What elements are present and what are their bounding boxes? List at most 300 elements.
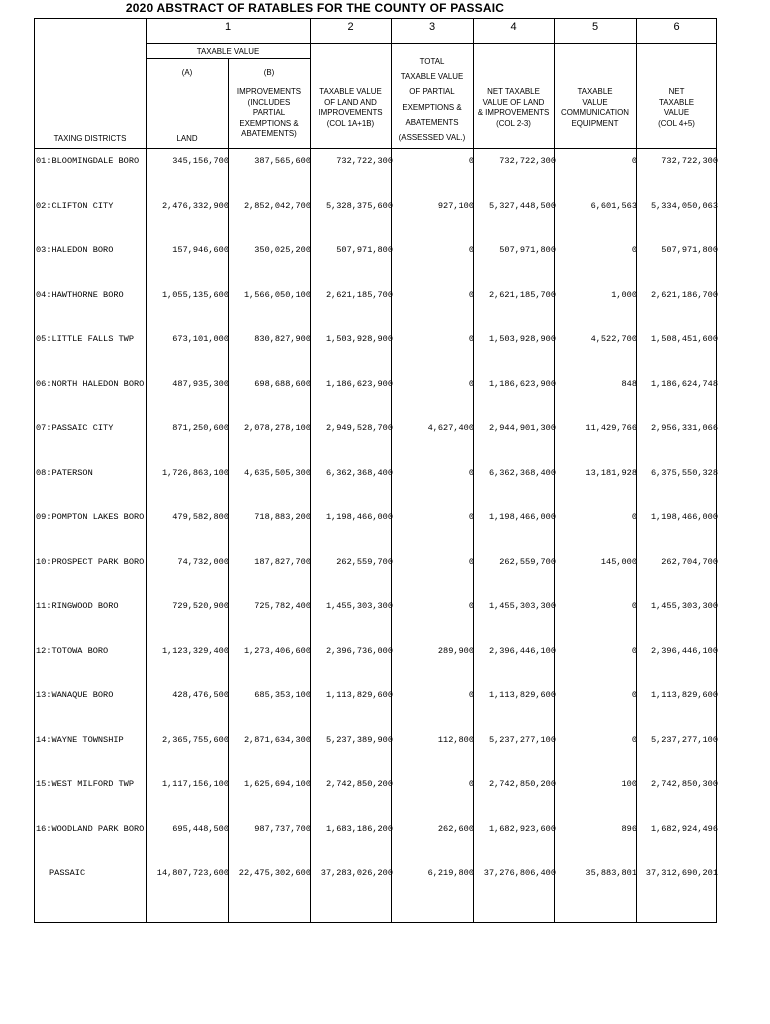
taxable-value-cell-text: 1,683,186,200 bbox=[325, 823, 393, 834]
net-taxable-cell-text: 262,559,700 bbox=[499, 556, 556, 567]
land-cell-text: 157,946,600 bbox=[172, 245, 229, 255]
net-total-cell-text: 1,508,451,600 bbox=[650, 334, 718, 344]
col3-header-line: TOTAL bbox=[419, 56, 445, 66]
net-total-cell-text: 6,375,550,328 bbox=[650, 467, 718, 478]
net-total-cell-text: 5,334,050,063 bbox=[650, 200, 718, 211]
net-total-cell-text: 732,722,300 bbox=[661, 156, 718, 166]
improvements-header bbox=[231, 86, 306, 139]
district-cell bbox=[35, 862, 146, 907]
communication-equipment-cell-text: 0 bbox=[631, 156, 637, 166]
net-taxable-cell-text: 1,186,623,900 bbox=[488, 378, 556, 389]
net-total-cell-text: 1,198,466,000 bbox=[650, 512, 718, 522]
taxable-value-cell bbox=[311, 551, 393, 596]
communication-equipment-cell-text: 13,181,928 bbox=[585, 467, 637, 478]
col-b-label: (B) bbox=[263, 67, 275, 77]
improvements-cell-text: 987,737,700 bbox=[254, 823, 311, 834]
communication-equipment-cell bbox=[556, 150, 637, 195]
taxable-value-cell bbox=[311, 373, 393, 418]
district-cell bbox=[35, 729, 146, 774]
improvements-cell bbox=[229, 150, 311, 195]
district-cell-text: 14:WAYNE TOWNSHIP bbox=[36, 734, 124, 745]
improvements-cell bbox=[229, 195, 311, 240]
net-total-cell-text: 1,682,924,496 bbox=[650, 823, 718, 834]
net-taxable-cell bbox=[474, 551, 556, 596]
land-cell-text: 345,156,700 bbox=[172, 156, 229, 166]
partial-exemptions-cell bbox=[393, 417, 474, 462]
land-cell bbox=[146, 640, 229, 685]
land-cell-text: 871,250,600 bbox=[172, 423, 229, 433]
colnum-underline bbox=[146, 43, 717, 44]
improvements-header-line: IMPROVEMENTS bbox=[236, 86, 302, 96]
net-taxable-cell bbox=[474, 328, 556, 373]
district-cell-text: 03:HALEDON BORO bbox=[36, 245, 114, 255]
net-taxable-cell-text: 1,455,303,300 bbox=[488, 601, 556, 611]
land-cell bbox=[146, 729, 229, 774]
col-a-label: (A) bbox=[181, 67, 193, 77]
table-row bbox=[35, 239, 718, 284]
communication-equipment-cell bbox=[556, 773, 637, 818]
district-cell bbox=[35, 506, 146, 551]
col2-header-line: IMPROVEMENTS bbox=[318, 107, 383, 118]
taxable-value-cell bbox=[311, 284, 393, 329]
improvements-cell-text: 350,025,200 bbox=[254, 245, 311, 255]
net-total-cell-text: 1,113,829,600 bbox=[650, 690, 718, 700]
net-taxable-cell-text: 37,276,806,400 bbox=[483, 868, 556, 878]
net-taxable-cell bbox=[474, 773, 556, 818]
land-cell bbox=[146, 417, 229, 462]
land-cell bbox=[146, 150, 229, 195]
col6-header bbox=[639, 86, 714, 128]
partial-exemptions-cell bbox=[393, 684, 474, 729]
partial-exemptions-cell-text: 0 bbox=[468, 289, 474, 300]
taxable-value-cell-text: 1,455,303,300 bbox=[325, 601, 393, 611]
taxable-value-cell-text: 6,362,368,400 bbox=[325, 467, 393, 478]
net-taxable-cell bbox=[474, 729, 556, 774]
col6-header-line: TAXABLE bbox=[658, 96, 695, 107]
col6-header-line: NET bbox=[668, 86, 685, 96]
land-cell-text: 14,807,723,600 bbox=[156, 868, 229, 878]
partial-exemptions-cell-text: 0 bbox=[468, 245, 474, 255]
col2-header-line: OF LAND AND bbox=[324, 96, 377, 107]
district-cell bbox=[35, 328, 146, 373]
net-total-cell-text: 2,621,186,700 bbox=[650, 289, 718, 300]
communication-equipment-cell-text: 145,000 bbox=[600, 556, 637, 567]
land-cell bbox=[146, 462, 229, 507]
communication-equipment-cell-text: 1,000 bbox=[611, 289, 637, 300]
partial-exemptions-cell bbox=[393, 462, 474, 507]
district-cell-text: 12:TOTOWA BORO bbox=[36, 645, 109, 656]
table-row bbox=[35, 373, 718, 418]
improvements-cell-text: 698,688,600 bbox=[254, 378, 311, 389]
improvements-cell bbox=[229, 417, 311, 462]
land-cell-text: 1,117,156,100 bbox=[161, 779, 229, 789]
partial-exemptions-cell-text: 0 bbox=[468, 779, 474, 789]
taxable-value-cell bbox=[311, 595, 393, 640]
net-total-cell bbox=[637, 506, 718, 551]
taxable-value-group-header: TAXABLE VALUE bbox=[196, 46, 260, 56]
land-cell-text: 487,935,300 bbox=[172, 378, 229, 389]
communication-equipment-cell bbox=[556, 373, 637, 418]
improvements-cell-text: 22,475,302,600 bbox=[238, 868, 311, 878]
net-total-cell bbox=[637, 595, 718, 640]
district-cell bbox=[35, 239, 146, 284]
land-cell-text: 74,732,000 bbox=[177, 556, 229, 567]
net-total-cell bbox=[637, 195, 718, 240]
net-total-cell bbox=[637, 818, 718, 863]
table-row bbox=[35, 506, 718, 551]
net-taxable-cell-text: 507,971,800 bbox=[499, 245, 556, 255]
land-cell-text: 1,726,863,100 bbox=[161, 467, 229, 478]
district-cell-text: 16:WOODLAND PARK BORO bbox=[36, 823, 145, 834]
table-body bbox=[35, 150, 718, 907]
land-cell-text: 673,101,000 bbox=[172, 334, 229, 344]
net-total-cell bbox=[637, 640, 718, 685]
net-taxable-cell bbox=[474, 506, 556, 551]
communication-equipment-cell-text: 35,883,801 bbox=[585, 868, 637, 878]
col5-header bbox=[557, 86, 632, 128]
taxable-value-cell bbox=[311, 818, 393, 863]
land-header: LAND bbox=[176, 133, 198, 143]
land-cell-text: 2,476,332,900 bbox=[161, 200, 229, 211]
col2-header-line: TAXABLE VALUE bbox=[319, 86, 382, 96]
improvements-cell-text: 1,273,406,600 bbox=[243, 645, 311, 656]
net-taxable-cell bbox=[474, 195, 556, 240]
district-cell bbox=[35, 150, 146, 195]
table-row bbox=[35, 328, 718, 373]
land-cell-text: 729,520,900 bbox=[172, 601, 229, 611]
col2-header bbox=[313, 86, 388, 128]
table-row bbox=[35, 284, 718, 329]
table-row bbox=[35, 417, 718, 462]
district-cell bbox=[35, 195, 146, 240]
improvements-header-line: ABATEMENTS) bbox=[241, 128, 297, 139]
net-total-cell-text: 1,186,624,748 bbox=[650, 378, 718, 389]
partial-exemptions-cell-text: 262,600 bbox=[437, 823, 474, 834]
taxable-value-cell bbox=[311, 239, 393, 284]
land-cell bbox=[146, 773, 229, 818]
communication-equipment-cell bbox=[556, 239, 637, 284]
land-cell-text: 428,476,500 bbox=[172, 690, 229, 700]
ratables-table bbox=[35, 150, 718, 907]
land-cell bbox=[146, 818, 229, 863]
net-total-cell-text: 2,396,446,100 bbox=[650, 645, 718, 656]
communication-equipment-cell-text: 100 bbox=[621, 779, 637, 789]
partial-exemptions-cell bbox=[393, 729, 474, 774]
taxable-value-cell-text: 2,396,736,000 bbox=[325, 645, 393, 656]
net-total-cell bbox=[637, 150, 718, 195]
partial-exemptions-cell-text: 112,800 bbox=[437, 734, 474, 745]
col5-header-line: EQUIPMENT bbox=[571, 117, 619, 128]
communication-equipment-cell bbox=[556, 862, 637, 907]
col4-header-line: & IMPROVEMENTS bbox=[477, 107, 550, 118]
taxable-value-cell bbox=[311, 773, 393, 818]
taxable-value-cell-text: 1,113,829,600 bbox=[325, 690, 393, 700]
land-cell bbox=[146, 684, 229, 729]
net-total-cell-text: 2,956,331,066 bbox=[650, 423, 718, 433]
net-taxable-cell-text: 1,113,829,600 bbox=[488, 690, 556, 700]
table-row bbox=[35, 150, 718, 195]
improvements-cell bbox=[229, 284, 311, 329]
table-row bbox=[35, 551, 718, 596]
column-number-2: 2 bbox=[347, 21, 354, 33]
communication-equipment-cell-text: 0 bbox=[631, 645, 637, 656]
header-bottom-line bbox=[34, 148, 717, 149]
net-taxable-cell-text: 2,944,901,300 bbox=[488, 423, 556, 433]
col3-header-line: TAXABLE VALUE bbox=[400, 71, 464, 82]
net-taxable-cell-text: 1,198,466,000 bbox=[488, 512, 556, 522]
land-cell-text: 1,055,135,600 bbox=[161, 289, 229, 300]
district-cell bbox=[35, 462, 146, 507]
table-row bbox=[35, 684, 718, 729]
partial-exemptions-cell-text: 0 bbox=[468, 378, 474, 389]
partial-exemptions-cell-text: 927,100 bbox=[437, 200, 474, 211]
land-cell bbox=[146, 373, 229, 418]
col2-header-line: (COL 1A+1B) bbox=[326, 117, 375, 128]
net-taxable-cell bbox=[474, 640, 556, 685]
district-cell bbox=[35, 640, 146, 685]
partial-exemptions-cell bbox=[393, 595, 474, 640]
district-cell-text: 06:NORTH HALEDON BORO bbox=[36, 378, 145, 389]
net-total-cell bbox=[637, 862, 718, 907]
district-cell-text: PASSAIC bbox=[49, 868, 86, 878]
net-total-cell bbox=[637, 551, 718, 596]
district-cell-text: 11:RINGWOOD BORO bbox=[36, 601, 119, 611]
taxable-value-cell-text: 262,559,700 bbox=[336, 556, 393, 567]
taxable-value-cell bbox=[311, 640, 393, 685]
communication-equipment-cell bbox=[556, 462, 637, 507]
column-number-5: 5 bbox=[591, 21, 599, 33]
communication-equipment-cell bbox=[556, 417, 637, 462]
improvements-cell-text: 1,566,050,100 bbox=[243, 289, 311, 300]
col4-header-line: VALUE OF LAND bbox=[482, 96, 545, 107]
net-taxable-cell bbox=[474, 239, 556, 284]
partial-exemptions-cell bbox=[393, 818, 474, 863]
partial-exemptions-cell-text: 289,900 bbox=[437, 645, 474, 656]
col3-header-line: ABATEMENTS bbox=[405, 116, 459, 127]
land-cell bbox=[146, 328, 229, 373]
table-row bbox=[35, 462, 718, 507]
district-cell bbox=[35, 417, 146, 462]
partial-exemptions-cell-text: 0 bbox=[468, 334, 474, 344]
land-cell bbox=[146, 506, 229, 551]
net-taxable-cell-text: 2,396,446,100 bbox=[488, 645, 556, 656]
report-title: 2020 ABSTRACT OF RATABLES FOR THE COUNTY OF PASSAIC bbox=[125, 1, 505, 15]
improvements-cell-text: 2,871,634,300 bbox=[243, 734, 311, 745]
col3-header bbox=[394, 54, 469, 145]
net-total-cell-text: 37,312,690,201 bbox=[645, 868, 718, 878]
improvements-cell-text: 718,883,200 bbox=[254, 512, 311, 522]
net-total-cell bbox=[637, 284, 718, 329]
col6-header-line: VALUE bbox=[663, 107, 690, 118]
district-cell-text: 01:BLOOMINGDALE BORO bbox=[36, 156, 140, 166]
partial-exemptions-cell-text: 0 bbox=[468, 467, 474, 478]
communication-equipment-cell-text: 896 bbox=[621, 823, 637, 834]
col5-header-line: TAXABLE bbox=[577, 86, 613, 96]
net-taxable-cell-text: 2,621,185,700 bbox=[488, 289, 556, 300]
table-row bbox=[35, 640, 718, 685]
net-total-cell bbox=[637, 729, 718, 774]
net-total-cell-text: 2,742,850,300 bbox=[650, 779, 718, 789]
communication-equipment-cell-text: 4,522,700 bbox=[590, 334, 637, 344]
improvements-cell bbox=[229, 862, 311, 907]
col3-header-line: EXEMPTIONS & bbox=[402, 101, 462, 112]
district-cell bbox=[35, 595, 146, 640]
net-taxable-cell-text: 5,327,448,500 bbox=[488, 200, 556, 211]
communication-equipment-cell bbox=[556, 640, 637, 685]
district-cell bbox=[35, 551, 146, 596]
net-total-cell-text: 5,237,277,100 bbox=[650, 734, 718, 745]
partial-exemptions-cell-text: 0 bbox=[468, 601, 474, 611]
taxable-value-cell bbox=[311, 417, 393, 462]
district-cell bbox=[35, 818, 146, 863]
district-cell-text: 10:PROSPECT PARK BORO bbox=[36, 556, 145, 567]
communication-equipment-cell bbox=[556, 328, 637, 373]
taxable-value-cell bbox=[311, 195, 393, 240]
partial-exemptions-cell-text: 0 bbox=[468, 156, 474, 166]
net-total-cell bbox=[637, 773, 718, 818]
taxable-value-cell bbox=[311, 862, 393, 907]
land-cell bbox=[146, 195, 229, 240]
taxable-value-cell-text: 5,237,389,900 bbox=[325, 734, 393, 745]
taxable-value-cell bbox=[311, 150, 393, 195]
col4-header-line: NET TAXABLE bbox=[487, 86, 540, 96]
net-taxable-cell bbox=[474, 595, 556, 640]
improvements-cell-text: 187,827,700 bbox=[254, 556, 311, 567]
net-total-cell-text: 507,971,800 bbox=[661, 245, 718, 255]
improvements-cell bbox=[229, 373, 311, 418]
communication-equipment-cell bbox=[556, 506, 637, 551]
taxable-value-cell-text: 507,971,800 bbox=[336, 245, 393, 255]
communication-equipment-cell bbox=[556, 284, 637, 329]
improvements-cell bbox=[229, 239, 311, 284]
taxable-value-cell-text: 1,186,623,900 bbox=[325, 378, 393, 389]
taxable-value-cell-text: 1,198,466,000 bbox=[325, 512, 393, 522]
net-taxable-cell bbox=[474, 373, 556, 418]
taxing-districts-header: TAXING DISTRICTS bbox=[53, 133, 127, 143]
net-total-cell-text: 262,704,700 bbox=[661, 556, 718, 567]
column-number-6: 6 bbox=[673, 21, 680, 33]
improvements-cell-text: 1,625,694,100 bbox=[243, 779, 311, 789]
net-taxable-cell bbox=[474, 417, 556, 462]
communication-equipment-cell bbox=[556, 729, 637, 774]
table-row bbox=[35, 195, 718, 240]
improvements-cell-text: 387,565,600 bbox=[254, 156, 311, 166]
taxable-value-underline bbox=[146, 58, 310, 59]
partial-exemptions-cell-text: 0 bbox=[468, 556, 474, 567]
table-row bbox=[35, 595, 718, 640]
partial-exemptions-cell bbox=[393, 506, 474, 551]
improvements-cell-text: 830,827,900 bbox=[254, 334, 311, 344]
taxable-value-cell-text: 732,722,300 bbox=[336, 156, 393, 166]
table-row bbox=[35, 729, 718, 774]
improvements-cell bbox=[229, 506, 311, 551]
communication-equipment-cell bbox=[556, 818, 637, 863]
communication-equipment-cell bbox=[556, 551, 637, 596]
improvements-cell-text: 725,782,400 bbox=[254, 601, 311, 611]
net-taxable-cell-text: 2,742,850,200 bbox=[488, 779, 556, 789]
improvements-cell-text: 685,353,100 bbox=[254, 690, 311, 700]
net-taxable-cell-text: 1,682,923,600 bbox=[488, 823, 556, 834]
district-cell-text: 13:WANAQUE BORO bbox=[36, 690, 114, 700]
district-cell-text: 07:PASSAIC CITY bbox=[36, 423, 114, 433]
land-cell bbox=[146, 284, 229, 329]
district-cell-text: 09:POMPTON LAKES BORO bbox=[36, 512, 145, 522]
net-taxable-cell bbox=[474, 462, 556, 507]
district-cell-text: 08:PATERSON bbox=[36, 467, 93, 478]
net-total-cell bbox=[637, 373, 718, 418]
partial-exemptions-cell bbox=[393, 551, 474, 596]
improvements-header-line: EXEMPTIONS & bbox=[239, 117, 299, 128]
land-cell bbox=[146, 862, 229, 907]
land-cell-text: 695,448,500 bbox=[172, 823, 229, 834]
district-cell-text: 15:WEST MILFORD TWP bbox=[36, 779, 134, 789]
net-total-cell-text: 1,455,303,300 bbox=[650, 601, 718, 611]
partial-exemptions-cell bbox=[393, 239, 474, 284]
net-taxable-cell bbox=[474, 150, 556, 195]
improvements-cell bbox=[229, 462, 311, 507]
net-taxable-cell bbox=[474, 284, 556, 329]
partial-exemptions-cell-text: 0 bbox=[468, 512, 474, 522]
communication-equipment-cell-text: 848 bbox=[621, 378, 637, 389]
col6-header-line: (COL 4+5) bbox=[658, 117, 695, 128]
col4-header-line: (COL 2-3) bbox=[496, 117, 531, 128]
net-taxable-cell bbox=[474, 818, 556, 863]
partial-exemptions-cell bbox=[393, 773, 474, 818]
improvements-cell-text: 2,078,278,100 bbox=[243, 423, 311, 433]
district-cell bbox=[35, 773, 146, 818]
improvements-cell bbox=[229, 729, 311, 774]
column-number-4: 4 bbox=[510, 21, 517, 33]
improvements-cell bbox=[229, 595, 311, 640]
net-taxable-cell-text: 732,722,300 bbox=[499, 156, 556, 166]
partial-exemptions-cell-text: 4,627,400 bbox=[427, 423, 474, 433]
taxable-value-cell-text: 37,283,026,200 bbox=[320, 868, 393, 878]
taxable-value-cell-text: 2,621,185,700 bbox=[325, 289, 393, 300]
improvements-cell bbox=[229, 328, 311, 373]
col3-header-line: OF PARTIAL bbox=[409, 86, 455, 97]
net-total-cell bbox=[637, 462, 718, 507]
partial-exemptions-cell-text: 6,219,800 bbox=[427, 868, 474, 878]
taxable-value-cell bbox=[311, 328, 393, 373]
partial-exemptions-cell-text: 0 bbox=[468, 690, 474, 700]
improvements-cell bbox=[229, 640, 311, 685]
district-cell bbox=[35, 684, 146, 729]
taxable-value-cell bbox=[311, 729, 393, 774]
col5-header-line: VALUE bbox=[582, 96, 608, 107]
column-number-1: 1 bbox=[224, 21, 232, 33]
land-cell-text: 479,582,800 bbox=[172, 512, 229, 522]
net-taxable-cell-text: 1,503,928,900 bbox=[488, 334, 556, 344]
communication-equipment-cell bbox=[556, 595, 637, 640]
partial-exemptions-cell bbox=[393, 195, 474, 240]
partial-exemptions-cell bbox=[393, 862, 474, 907]
partial-exemptions-cell bbox=[393, 640, 474, 685]
improvements-cell-text: 2,852,042,700 bbox=[243, 200, 311, 211]
district-cell-text: 05:LITTLE FALLS TWP bbox=[36, 334, 134, 344]
improvements-cell-text: 4,635,505,300 bbox=[243, 467, 311, 478]
partial-exemptions-cell bbox=[393, 373, 474, 418]
taxable-value-cell-text: 5,328,375,600 bbox=[325, 200, 393, 211]
communication-equipment-cell-text: 0 bbox=[631, 734, 637, 745]
land-cell bbox=[146, 551, 229, 596]
communication-equipment-cell-text: 0 bbox=[631, 690, 637, 700]
partial-exemptions-cell bbox=[393, 284, 474, 329]
communication-equipment-cell-text: 6,601,563 bbox=[590, 200, 637, 211]
improvements-cell bbox=[229, 818, 311, 863]
communication-equipment-cell bbox=[556, 684, 637, 729]
partial-exemptions-cell bbox=[393, 150, 474, 195]
improvements-cell bbox=[229, 773, 311, 818]
